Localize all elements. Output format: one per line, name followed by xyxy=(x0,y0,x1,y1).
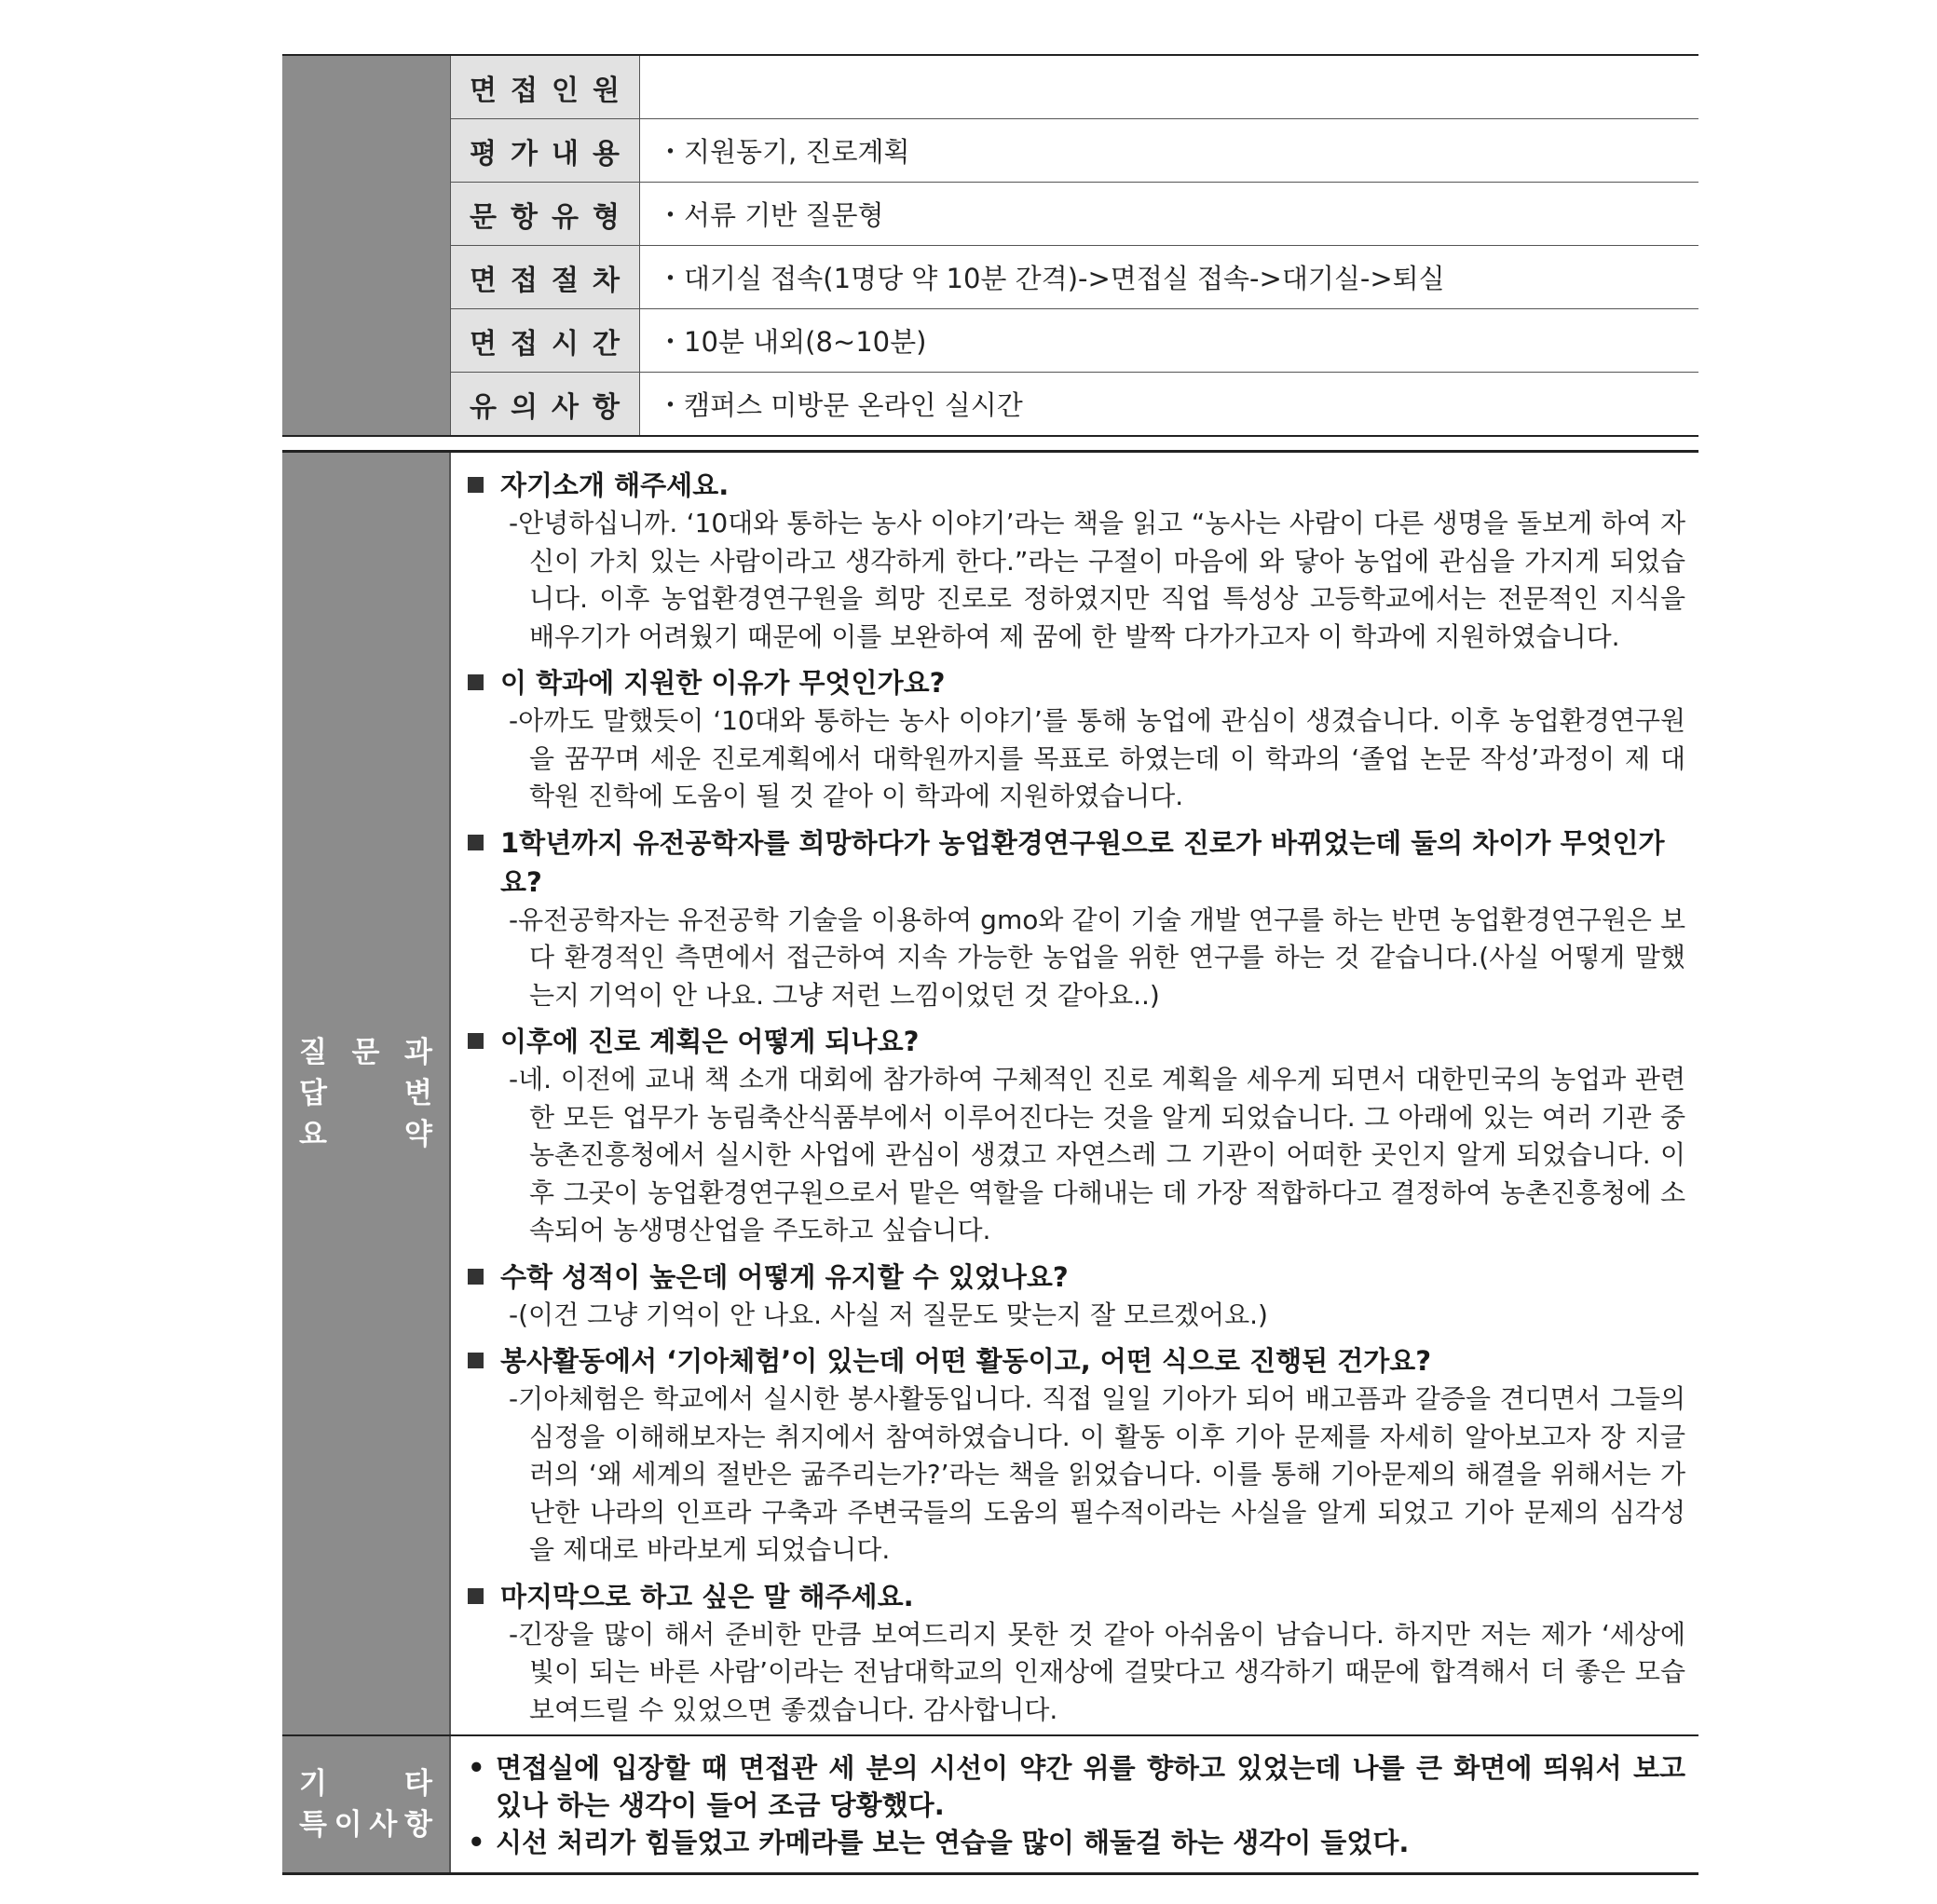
question-text: 수학 성적이 높은데 어떻게 유지할 수 있었나요? xyxy=(500,1260,1069,1293)
side-char: 사 xyxy=(369,1808,398,1842)
info-row-evaluation xyxy=(450,119,1698,183)
interview-info-table xyxy=(282,54,1698,437)
side-char: 기 xyxy=(299,1767,327,1801)
answer-text: -안녕하십니까. ‘10대와 통하는 농사 이야기’라는 책을 읽고 “농사는 사람이 다른 생명을 돌보게 하여 자신이 가치 있는 사람이라고 생각하게 한다.”라는 구절이 마음에 와 닿아 농업에 관심을 가지게 되었습니다. 이후 농업환경연구원을 희망 진로로 정하였지만 직업 특성상 고등학교에서는 전문적인 지식을 배우기가 어려웠기 때문에 이를 보완하여 제 꿈에 한 발짝 다가가고자 이 학과에 지원하였습니다. xyxy=(509,508,1685,652)
info-label: 면접시간 xyxy=(450,309,640,372)
info-row-interviewers xyxy=(450,56,1698,119)
etc-side-label xyxy=(282,1736,450,1872)
side-char: 질 xyxy=(299,1036,327,1069)
answer-text: -아까도 말했듯이 ‘10대와 통하는 농사 이야기’를 통해 농업에 관심이 생겼습니다. 이후 농업환경연구원을 꿈꾸며 세운 진로계획에서 대학원까지를 목표로 하였는데 이 학과의 ‘졸업 논문 작성’과정이 제 대학원 진학에 도움이 될 것 같아 이 학과에 지원하였습니다. xyxy=(509,705,1685,811)
side-char: 특 xyxy=(299,1808,327,1842)
info-value: ・지원동기, 진로계획 xyxy=(657,136,910,168)
square-bullet-icon xyxy=(468,1033,484,1049)
question-text: 이 학과에 지원한 이유가 무엇인가요? xyxy=(500,667,946,699)
dot-bullet-icon: • xyxy=(468,1827,485,1858)
question-heading xyxy=(464,1577,1685,1616)
side-char: 항 xyxy=(404,1808,432,1842)
info-value xyxy=(640,56,1698,118)
side-char: 문 xyxy=(351,1036,380,1069)
etc-notes-section xyxy=(282,1734,1698,1875)
square-bullet-icon xyxy=(468,835,484,850)
info-label: 면접인원 xyxy=(450,56,640,118)
side-char: 요 xyxy=(299,1118,327,1151)
info-label: 면접절차 xyxy=(450,246,640,308)
qa-summary-section xyxy=(282,450,1698,1734)
answer-text: -긴장을 많이 해서 준비한 만큼 보여드리지 못한 것 같아 아쉬움이 남습니다. 하지만 저는 제가 ‘세상에 빛이 되는 바른 사람’이라는 전남대학교의 인재상에 걸맞다고 생각하기 때문에 합격해서 더 좋은 모습 보여드릴 수 있었으면 좋겠습니다. 감사합니다. xyxy=(509,1618,1685,1725)
qa-body xyxy=(450,453,1698,1734)
question-heading xyxy=(464,663,1685,702)
info-value: ・10분 내외(8~10분) xyxy=(657,326,927,358)
dot-bullet-icon: • xyxy=(468,1752,485,1784)
question-heading xyxy=(464,1022,1685,1061)
info-label: 평가내용 xyxy=(450,119,640,182)
side-char: 이 xyxy=(334,1808,362,1842)
answer-text: -(이건 그냥 기억이 안 나요. 사실 저 질문도 맞는지 잘 모르겠어요.) xyxy=(509,1299,1268,1330)
question-heading xyxy=(464,823,1685,902)
info-row-procedure xyxy=(450,246,1698,309)
side-label-line xyxy=(299,1114,432,1155)
question-heading xyxy=(464,1258,1685,1297)
side-char: 답 xyxy=(299,1077,327,1110)
square-bullet-icon xyxy=(468,1269,484,1285)
question-text: 1학년까지 유전공학자를 희망하다가 농업환경연구원으로 진로가 바뀌었는데 둘의 차이가 무엇인가요? xyxy=(500,826,1665,898)
info-label: 유의사항 xyxy=(450,373,640,435)
etc-bullet xyxy=(464,1824,1685,1861)
info-value: ・서류 기반 질문형 xyxy=(657,199,884,231)
qa-side-label xyxy=(282,453,450,1734)
side-label-line xyxy=(299,1032,432,1073)
info-row-question-type xyxy=(450,183,1698,246)
etc-bullet-text: 시선 처리가 힘들었고 카메라를 보는 연습을 많이 해둘걸 하는 생각이 들었다. xyxy=(496,1827,1410,1858)
side-char: 변 xyxy=(404,1077,432,1110)
square-bullet-icon xyxy=(468,1588,484,1604)
side-char: 약 xyxy=(404,1118,432,1151)
side-label-line xyxy=(299,1763,432,1804)
info-rows xyxy=(450,56,1698,435)
side-char: 과 xyxy=(404,1036,432,1069)
question-text: 이후에 진로 계획은 어떻게 되나요? xyxy=(500,1026,920,1057)
square-bullet-icon xyxy=(468,1353,484,1368)
info-row-notes xyxy=(450,373,1698,435)
square-bullet-icon xyxy=(468,674,484,690)
interview-record-sheet xyxy=(282,54,1698,1875)
question-text: 마지막으로 하고 싶은 말 해주세요. xyxy=(500,1580,914,1612)
square-bullet-icon xyxy=(468,477,484,493)
question-text: 자기소개 해주세요. xyxy=(500,469,730,501)
side-char: 타 xyxy=(404,1767,432,1801)
info-side-band xyxy=(282,56,450,435)
etc-bullet-text: 면접실에 입장할 때 면접관 세 분의 시선이 약간 위를 향하고 있었는데 나를 큰 화면에 띄워서 보고 있나 하는 생각이 들어 조금 당황했다. xyxy=(496,1752,1685,1821)
side-label-line xyxy=(299,1073,432,1114)
info-value: ・대기실 접속(1명당 약 10분 간격)->면접실 접속->대기실->퇴실 xyxy=(657,263,1445,294)
etc-body xyxy=(450,1736,1698,1872)
info-row-duration xyxy=(450,309,1698,373)
info-value: ・캠퍼스 미방문 온라인 실시간 xyxy=(657,389,1023,421)
question-heading xyxy=(464,1341,1685,1380)
side-label-line xyxy=(299,1804,432,1845)
answer-text: -기아체험은 학교에서 실시한 봉사활동입니다. 직접 일일 기아가 되어 배고픔과 갈증을 견디면서 그들의 심정을 이해해보자는 취지에서 참여하였습니다. 이 활동 이후 기아 문제를 자세히 알아보고자 장 지글러의 ‘왜 세계의 절반은 굶주리는가?’라는 책을 읽었습니다. 이를 통해 기아문제의 해결을 위해서는 가난한 나라의 인프라 구축과 주변국들의 도움의 필수적이라는 사실을 알게 되었고 기아 문제의 심각성을 제대로 바라보게 되었습니다. xyxy=(509,1383,1685,1565)
question-text: 봉사활동에서 ‘기아체험’이 있는데 어떤 활동이고, 어떤 식으로 진행된 건가요? xyxy=(500,1345,1432,1377)
question-heading xyxy=(464,466,1685,505)
answer-text: -유전공학자는 유전공학 기술을 이용하여 gmo와 같이 기술 개발 연구를 하는 반면 농업환경연구원은 보다 환경적인 측면에서 접근하여 지속 가능한 농업을 위한 연구를 하는 것 같습니다.(사실 어떻게 말했는지 기억이 안 나요. 그냥 저런 느낌이었던 것 같아요..) xyxy=(509,904,1685,1011)
info-label: 문항유형 xyxy=(450,183,640,245)
etc-bullet xyxy=(464,1749,1685,1824)
answer-text: -네. 이전에 교내 책 소개 대회에 참가하여 구체적인 진로 계획을 세우게 되면서 대한민국의 농업과 관련한 모든 업무가 농림축산식품부에서 이루어진다는 것을 알게 되었습니다. 그 아래에 있는 여러 기관 중 농촌진흥청에서 실시한 사업에 관심이 생겼고 자연스레 그 기관이 어떠한 곳인지 알게 되었습니다. 이후 그곳이 농업환경연구원으로서 맡은 역할을 다해내는 데 가장 적합하다고 결정하여 농촌진흥청에 소속되어 농생명산업을 주도하고 싶습니다. xyxy=(509,1064,1685,1245)
